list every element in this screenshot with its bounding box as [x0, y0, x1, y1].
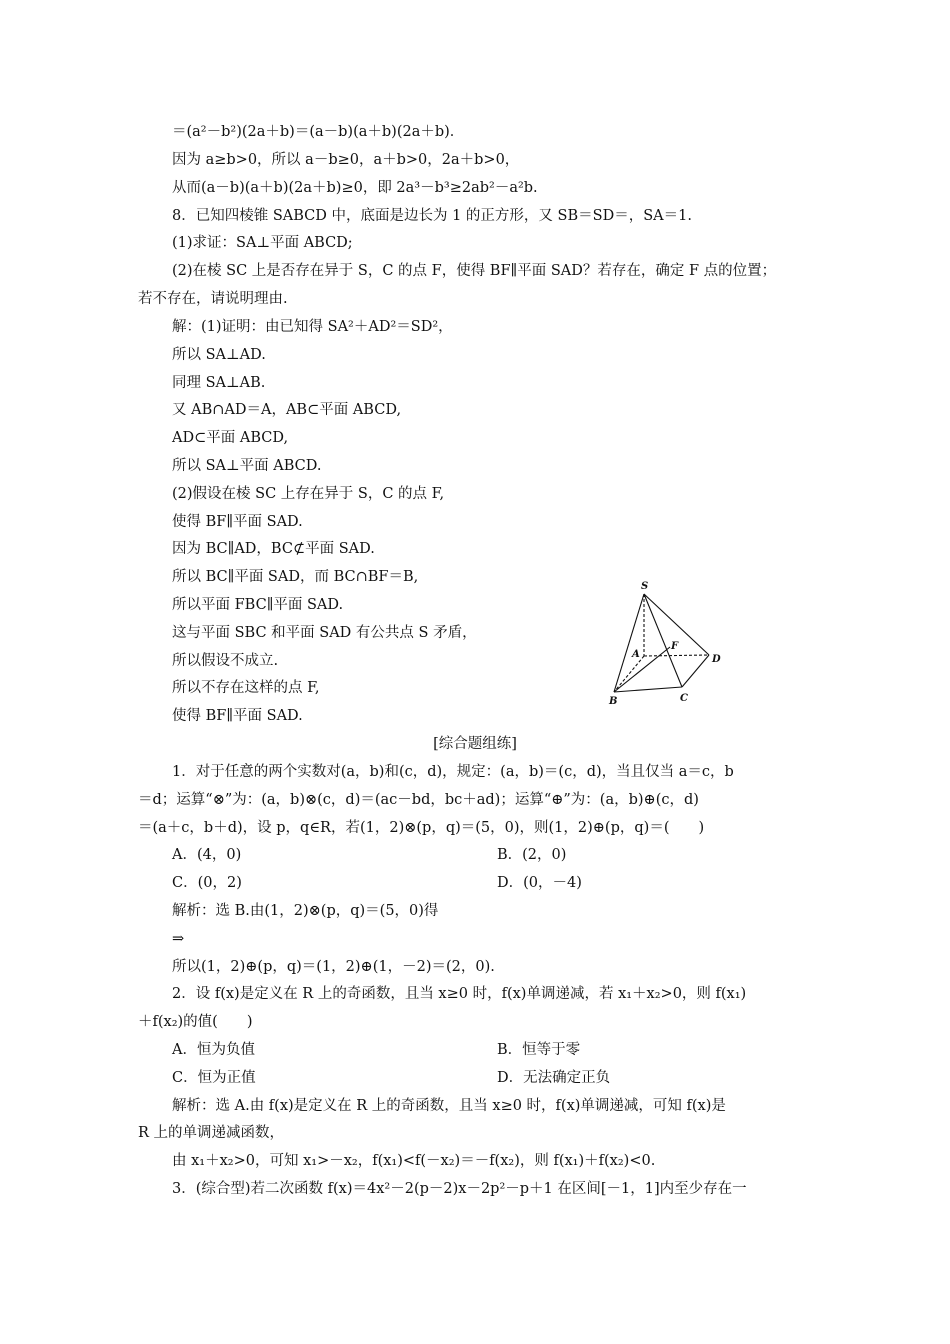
text-line: 因为 a≥b>0，所以 a－b≥0，a＋b>0，2a＋b>0，: [172, 152, 520, 168]
q2-option-b: B．恒等于零: [497, 1042, 581, 1058]
q1-stem-line: ＝d；运算“⊗”为：(a，b)⊗(c，d)＝(ac－bd，bc＋ad)；运算“⊕”为：(a，b)⊕(c，d): [138, 792, 699, 808]
section-title: [综合题组练]: [433, 736, 517, 752]
q1-option-c: C．(0，2): [172, 875, 242, 891]
text-line: 这与平面 SBC 和平面 SAD 有公共点 S 矛盾，: [172, 625, 477, 641]
q2-solution-line: 由 x₁＋x₂>0，可知 x₁>－x₂，f(x₁)<f(－x₂)＝－f(x₂)，则 f(x₁)＋f(x₂)<0.: [172, 1153, 656, 1169]
q1-option-a: A．(4，0): [172, 847, 242, 863]
text-line: 所以假设不成立.: [172, 653, 279, 669]
q1-stem-line: ＝(a＋c，b＋d)，设 p，q∈R，若(1，2)⊗(p，q)＝(5，0)，则(1，2)⊕(p，q)＝( ): [138, 820, 705, 836]
q1-solution-line: 解析：选 B.由(1，2)⊗(p，q)＝(5，0)得: [172, 903, 439, 919]
label-b: B: [609, 696, 618, 707]
q2-solution-line: R 上的单调递减函数，: [138, 1125, 285, 1141]
q2-stem-line: ＋f(x₂)的值( ): [138, 1014, 253, 1030]
problem-8-line: 8．已知四棱锥 SABCD 中，底面是边长为 1 的正方形，又 SB＝SD＝，SA＝1.: [172, 208, 692, 224]
q3-stem-line: 3．(综合型)若二次函数 f(x)＝4x²－2(p－2)x－2p²－p＋1 在区间[－1，1]内至少存在一: [172, 1181, 747, 1197]
text-line: 若不存在，请说明理由.: [138, 291, 288, 307]
text-line: AD⊂平面 ABCD,: [172, 430, 289, 446]
text-line: 又 AB∩AD＝A，AB⊂平面 ABCD,: [172, 402, 402, 418]
label-d: D: [712, 654, 721, 665]
label-a: A: [632, 649, 640, 660]
text-line: (1)求证：SA⊥平面 ABCD;: [172, 235, 353, 251]
edge-ad: [644, 655, 709, 656]
text-line: 所以 SA⊥AD.: [172, 347, 266, 363]
q2-option-c: C．恒为正值: [172, 1070, 256, 1086]
q1-solution-line: ⇒: [172, 931, 185, 947]
text-line: 同理 SA⊥AB.: [172, 375, 266, 391]
label-s: S: [641, 581, 649, 592]
q2-solution-line: 解析：选 A.由 f(x)是定义在 R 上的奇函数，且当 x≥0 时，f(x)单调递减，可知 f(x)是: [172, 1098, 726, 1114]
q1-stem-line: 1．对于任意的两个实数对(a，b)和(c，d)，规定：(a，b)＝(c，d)，当且仅当 a＝c，b: [172, 764, 734, 780]
pyramid-figure: [600, 577, 740, 707]
edge-sb: [614, 594, 644, 692]
edge-cd: [682, 655, 709, 687]
text-line: 所以平面 FBC∥平面 SAD.: [172, 597, 344, 613]
text-line: 从而(a－b)(a＋b)(2a＋b)≥0，即 2a³－b³≥2ab²－a²b.: [172, 180, 538, 196]
text-line: 使得 BF∥平面 SAD.: [172, 708, 303, 724]
q2-option-d: D．无法确定正负: [497, 1070, 611, 1086]
q2-option-a: A．恒为负值: [172, 1042, 255, 1058]
edge-ab: [614, 656, 644, 692]
q1-option-d: D．(0，－4): [497, 875, 582, 891]
text-line: 所以 SA⊥平面 ABCD.: [172, 458, 322, 474]
text-line: 所以 BC∥平面 SAD，而 BC∩BF＝B,: [172, 569, 419, 585]
segment-bf: [614, 647, 670, 692]
q1-option-b: B．(2，0): [497, 847, 567, 863]
edge-bc: [614, 687, 682, 692]
text-line: ＝(a²－b²)(2a＋b)＝(a－b)(a＋b)(2a＋b)．: [172, 124, 465, 140]
text-line: (2)在棱 SC 上是否存在异于 S，C 的点 F，使得 BF∥平面 SAD？若存在，确定 F 点的位置；: [172, 263, 777, 279]
q2-stem-line: 2．设 f(x)是定义在 R 上的奇函数，且当 x≥0 时，f(x)单调递减，若 x₁＋x₂>0，则 f(x₁): [172, 986, 747, 1002]
label-c: C: [680, 693, 688, 704]
label-f: F: [671, 641, 679, 652]
text-line: 使得 BF∥平面 SAD.: [172, 514, 303, 530]
text-line: 因为 BC∥AD，BC⊄平面 SAD.: [172, 541, 375, 557]
text-line: (2)假设在棱 SC 上存在异于 S，C 的点 F,: [172, 486, 445, 502]
q1-solution-line: 所以(1，2)⊕(p，q)＝(1，2)⊕(1，－2)＝(2，0).: [172, 959, 495, 975]
text-line: 解：(1)证明：由已知得 SA²＋AD²＝SD²，: [172, 319, 453, 335]
text-line: 所以不存在这样的点 F,: [172, 680, 320, 696]
